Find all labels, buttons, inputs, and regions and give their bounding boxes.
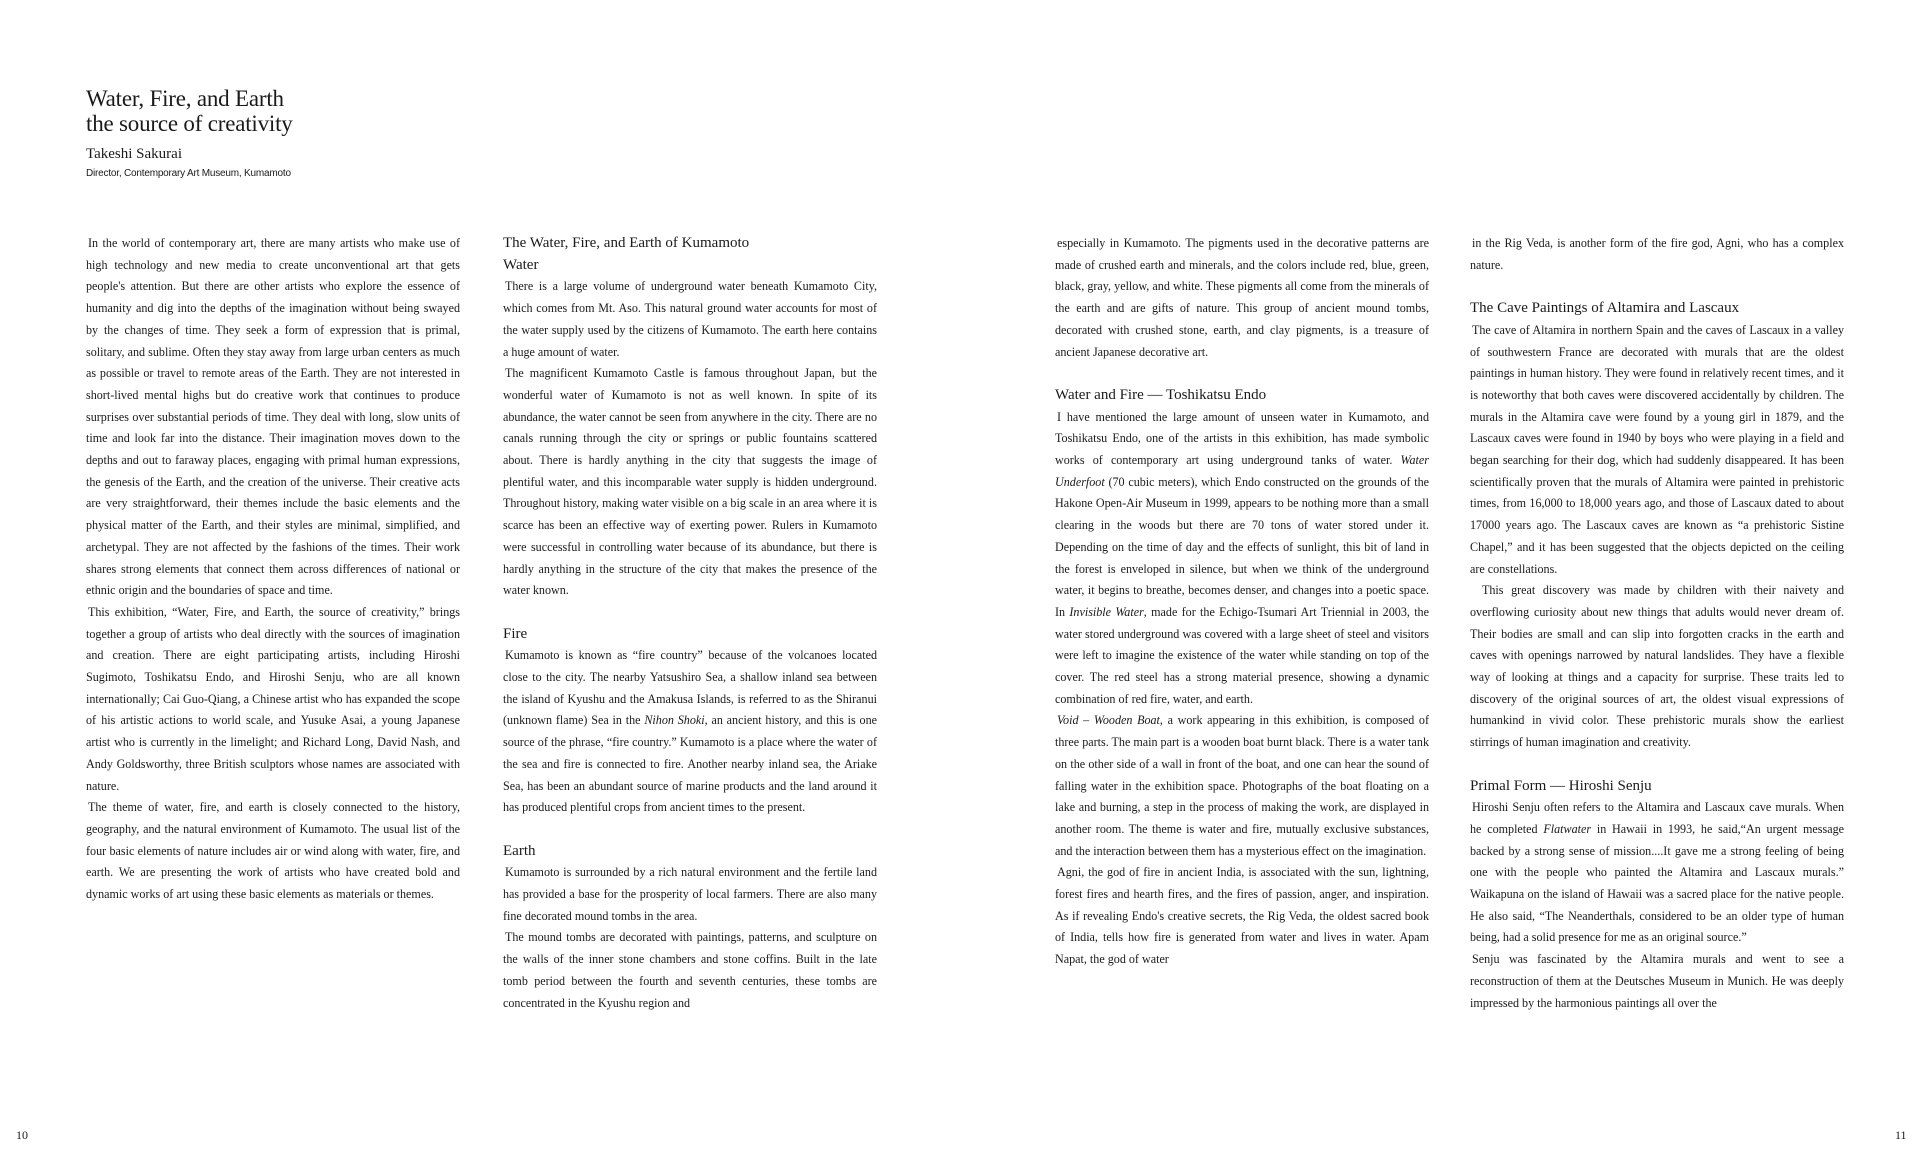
paragraph: In the world of contemporary art, there are many artists who make use of high technology and new media to create unconventional art that gets people's attention. But there are other artists who explore the essence of humanity and dig into the depths of the imagination without being swayed by the changes of time. They seek a form of expression that is primal, solitary, and sublime. Often they stay away from large urban centers as much as possible or travel to remote areas of the Earth. They are not interested in short-lived mental highs but do creative work that continues to produce surprises over substantial periods of time. They deal with long, slow units of time and look far into the distance. Their imagination moves down to the depths and out to faraway places, engaging with primal human expressions, the genesis of the Earth, and the creation of the universe. Their creative acts are very straightforward, their themes include the basic elements and the physical matter of the Earth, and their styles are minimal, simplified, and archetypal. They are not affected by the fashions of the times. Their work shares strong elements that connect them across differences of national or ethnic origin and the boundaries of space and time. <box>86 236 460 598</box>
italic-title: Flatwater <box>1543 821 1592 836</box>
section-heading: The Cave Paintings of Altamira and Lascaux <box>1470 300 1740 317</box>
paragraph <box>1470 797 1844 949</box>
text-run: I have mentioned the large amount of unseen water in Kumamoto, and Toshikatsu Endo, one of the artists in this exhibition, has made symbolic works of contemporary art using underground tanks of water. <box>1055 409 1429 468</box>
paragraph: There is a large volume of underground water beneath Kumamoto City, which comes from Mt. Aso. This natural ground water accounts for most of the water supply used by the citizens of Kumamoto. The earth here contains a huge amount of water. <box>503 279 877 359</box>
spacer <box>1470 276 1844 298</box>
title-line-1: Water, Fire, and Earth <box>86 86 284 111</box>
page-number-right: 11 <box>1895 1128 1907 1142</box>
text-run: , an ancient history, and this is one source of the phrase, “fire country.” Kumamoto is a place where the water of the sea and fire is connected to fire. Another nearby inland sea, the Ariake Sea, has been an abundant source of marine products and the land around it has produced plentiful crops from ancient times to the present. <box>503 713 877 815</box>
section-heading: Primal Form — Hiroshi Senju <box>1470 777 1652 794</box>
paragraph: This exhibition, “Water, Fire, and Earth, the source of creativity,” brings together a group of artists who deal directly with the sources of imagination and creation. There are eight participating artists, including Hiroshi Sugimoto, Toshikatsu Endo, and Hiroshi Senju, who are all known internationally; Cai Guo-Qiang, a Chinese artist who has expanded the scope of his artistic actions to world scale, and Yusuke Asai, a young Japanese artist who is currently in the limelight; and Richard Long, David Nash, and Andy Goldsworthy, three British sculptors whose names are associated with nature. <box>86 604 460 793</box>
article-header <box>86 86 506 179</box>
paragraph: Senju was fascinated by the Altamira murals and went to see a reconstruction of them at the Deutsches Museum in Munich. He was deeply impressed by the harmonious paintings all over the <box>1470 952 1844 1010</box>
spacer <box>503 819 877 841</box>
subsection-heading-earth: Earth <box>503 842 536 859</box>
italic-title: Nihon Shoki <box>644 713 705 728</box>
text-run: Hiroshi Senju often refers to the Altamira and Lascaux cave murals. When he completed <box>1470 800 1844 836</box>
subsection-heading-fire: Fire <box>503 625 528 642</box>
paragraph: This great discovery was made by children with their naivety and overflowing curiosity about new things that adults would never dream of. Their bodies are small and can slip into forgotten cracks in the earth and caves with openings narrowed by natural landslides. They have a flexible way of looking at things and a capacity for surprise. These traits led to discovery of the original sources of art, the oldest visual expressions of humankind in vivid color. These prehistoric murals show the earliest stirrings of human imagination and creativity. <box>1470 583 1844 750</box>
italic-title: Invisible Water <box>1069 604 1144 619</box>
spacer <box>1470 754 1844 776</box>
spacer <box>503 602 877 624</box>
text-run: (70 cubic meters), which Endo constructed on the grounds of the Hakone Open-Air Museum in 1999, appears to be nothing more than a small clearing in the woods but there are 70 tons of water stored under it. Depending on the time of day and the effects of sunlight, this bit of land in the forest is enveloped in silence, but when we think of the underground water, it begins to breathe, becomes denser, and changes into a poetic space. In <box>1055 474 1429 619</box>
article-title <box>86 86 506 136</box>
column-2 <box>503 233 877 1014</box>
subsection-heading-water: Water <box>503 256 539 273</box>
column-4 <box>1470 233 1844 1014</box>
paragraph: Kumamoto is surrounded by a rich natural environment and the fertile land has provided a base for the prosperity of local farmers. There are also many fine decorated mound tombs in the area. <box>503 865 877 923</box>
paragraph: especially in Kumamoto. The pigments used in the decorative patterns are made of crushed earth and minerals, and the colors include red, blue, green, black, gray, yellow, and white. These pigments all come from the minerals of the earth and are gifts of nature. This group of ancient mound tombs, decorated with crushed stone, earth, and clay pigments, is a treasure of ancient Japanese decorative art. <box>1055 236 1429 359</box>
column-3 <box>1055 233 1429 971</box>
text-run: , a work appearing in this exhibition, is composed of three parts. The main part is a wooden boat burnt black. There is a water tank on the other side of a wall in front of the boat, and one can hear the sound of falling water in the exhibition space. Photographs of the boat floating on a lake and burning, a step in the process of making the work, are displayed in another room. The theme is water and fire, mutually exclusive substances, and the interaction between them has a mysterious effect on the imagination. <box>1055 713 1429 858</box>
italic-title: Water Underfoot <box>1055 453 1429 489</box>
author-affiliation: Director, Contemporary Art Museum, Kumamoto <box>86 168 291 179</box>
author-name: Takeshi Sakurai <box>86 146 183 162</box>
text-run: , made for the Echigo-Tsumari Art Triennial in 2003, the water stored underground was covered with a large sheet of steel and visitors were left to imagine the existence of the water while standing on top of the cover. The red steel has a strong material presence, showing a dynamic combination of red fire, water, and earth. <box>1055 604 1429 706</box>
italic-title: Void – Wooden Boat <box>1057 713 1160 728</box>
page-number-left: 10 <box>16 1128 28 1142</box>
paragraph: The magnificent Kumamoto Castle is famous throughout Japan, but the wonderful water of Kumamoto is not as well known. In spite of its abundance, the water cannot be seen from anywhere in the city. There are no canals running through the city or springs or public fountains scattered about. There is hardly anything in the city that suggests the image of plentiful water, and this incomparable water supply is hidden underground. Throughout history, making water visible on a big scale in an area where it is scarce has been an effective way of exerting power. Rulers in Kumamoto were successful in controlling water because of its abundance, but there is hardly anything in the structure of the city that makes the presence of the water known. <box>503 366 877 598</box>
paragraph <box>1055 710 1429 862</box>
paragraph <box>503 645 877 819</box>
title-line-2: the source of creativity <box>86 111 293 136</box>
text-run: in Hawaii in 1993, he said,“An urgent message backed by a strong sense of mission....It gave me a strong feeling of being one with the people who painted the Altamira and Lascaux murals.” Waikapuna on the island of Hawaii was a sacred place for the native people. He also said, “The Neanderthals, considered to be an older type of human being, had a solid presence for me as an original source.” <box>1470 821 1844 945</box>
paragraph: The theme of water, fire, and earth is closely connected to the history, geography, and the natural environment of Kumamoto. The usual list of the four basic elements of nature includes air or wind along with water, fire, and earth. We are presenting the work of artists who have created bold and dynamic works of art using these basic elements as materials or themes. <box>86 800 460 902</box>
spacer <box>1055 363 1429 385</box>
paragraph: The cave of Altamira in northern Spain and the caves of Lascaux in a valley of southwestern France are decorated with murals that are the oldest paintings in human history. They were found in relatively recent times, and it is noteworthy that both caves were discovered accidentally by children. The murals in the Altamira cave were found by a young girl in 1879, and the Lascaux caves were found in 1940 by boys who were playing in a field and began searching for their dog, which had suddenly disappeared. It has been scientifically proven that the murals of Altamira were painted in prehistoric times, from 16,000 to 18,000 years ago, and those of Lascaux dated to about 17000 years ago. The Lascaux caves are known as “a prehistoric Sistine Chapel,” and it has been suggested that the objects depicted on the ceiling are constellations. <box>1470 322 1844 576</box>
paragraph: Agni, the god of fire in ancient India, is associated with the sun, lightning, forest fires and hearth fires, and the fires of passion, anger, and inspiration. As if revealing Endo's creative secrets, the Rig Veda, the oldest sacred book of India, tells how fire is generated from water and lives in water. Apam Napat, the god of water <box>1055 865 1429 967</box>
paragraph <box>1055 407 1429 711</box>
paragraph: The mound tombs are decorated with paintings, patterns, and sculpture on the walls of the inner stone chambers and stone coffins. Built in the late tomb period between the fourth and seventh centuries, these tombs are concentrated in the Kyushu region and <box>503 930 877 1010</box>
section-heading: The Water, Fire, and Earth of Kumamoto <box>503 235 750 251</box>
section-heading: Water and Fire — Toshikatsu Endo <box>1055 386 1267 403</box>
text-run: Kumamoto is known as “fire country” because of the volcanoes located close to the city. The nearby Yatsushiro Sea, a shallow inland sea between the island of Kyushu and the Amakusa Islands, is referred to as the Shiranui (unknown flame) Sea in the <box>503 648 877 728</box>
column-1 <box>86 233 460 906</box>
paragraph: in the Rig Veda, is another form of the fire god, Agni, who has a complex nature. <box>1470 236 1844 272</box>
